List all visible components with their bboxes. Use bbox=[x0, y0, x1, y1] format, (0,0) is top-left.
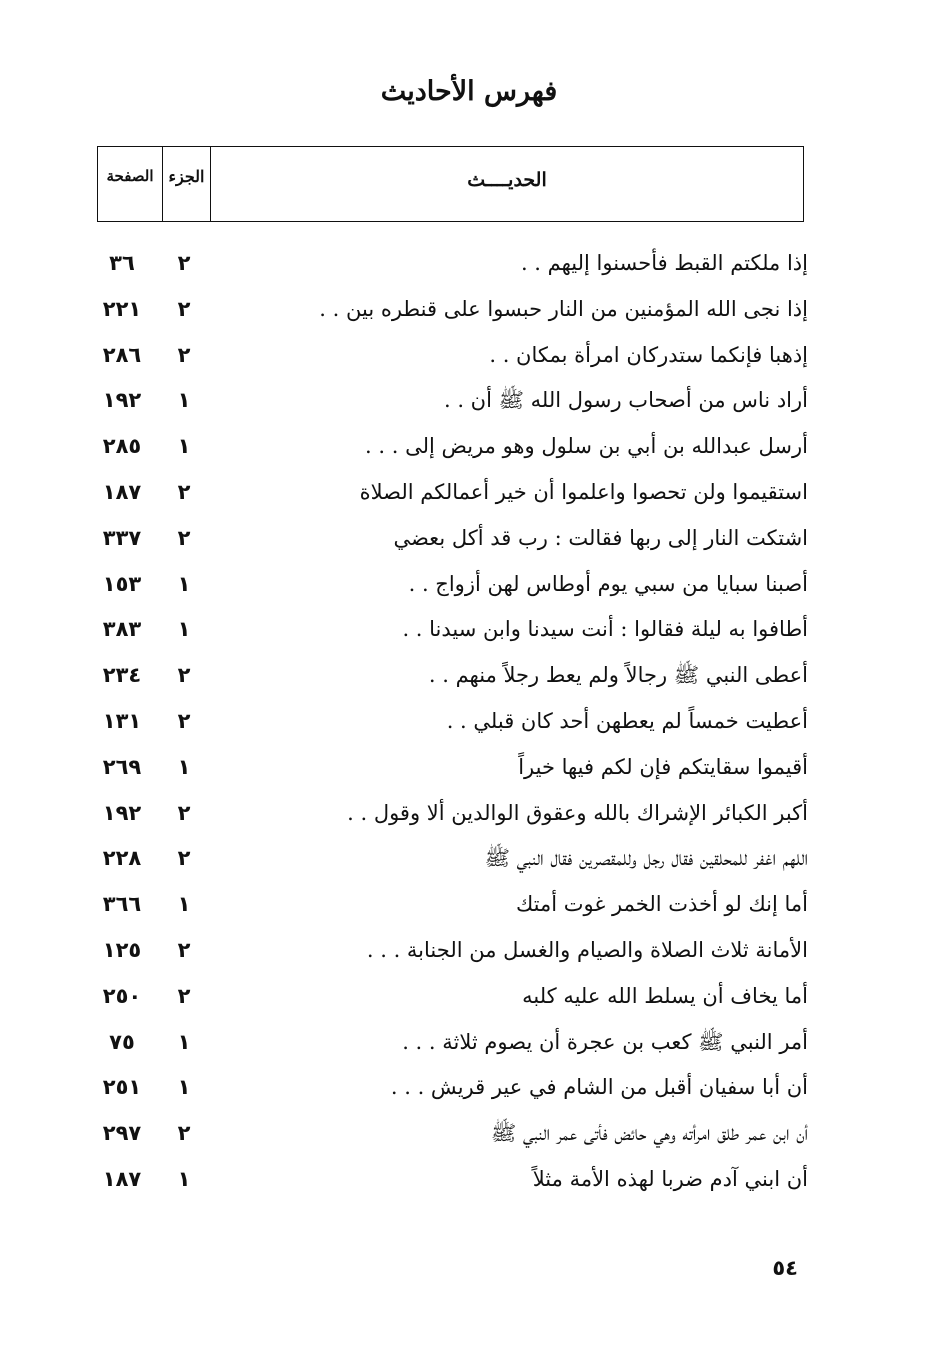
page-ref: ٢٣٤ bbox=[102, 663, 142, 688]
table-row bbox=[90, 241, 808, 287]
hadith-text: أراد ناس من أصحاب رسول الله ﷺ أن . . bbox=[443, 388, 808, 413]
table-row bbox=[90, 1157, 808, 1203]
table-row bbox=[90, 836, 808, 882]
hadith-text: أقيموا سقايتكم فإن لكم فيها خيراً bbox=[518, 754, 808, 779]
page-ref: ٧٥ bbox=[109, 1029, 135, 1054]
table-row bbox=[90, 882, 808, 928]
hadith-text: أن أبا سفيان أقبل من الشام في عير قريش . . . bbox=[390, 1075, 808, 1100]
part-number: ١ bbox=[177, 754, 191, 779]
hadith-text: إذا نجى الله المؤمنين من النار حبسوا على قنطره بين . . bbox=[319, 296, 808, 321]
page-ref: ٣٨٣ bbox=[102, 617, 142, 642]
table-row bbox=[90, 1020, 808, 1066]
part-number: ٢ bbox=[177, 1121, 191, 1146]
part-number: ١ bbox=[177, 617, 191, 642]
page-ref: ٢٩٧ bbox=[102, 1121, 142, 1146]
part-number: ٢ bbox=[177, 479, 191, 504]
hadith-text: أن ابن عمر طلق امرأته وهي حائض فأتى عمر النبي ﷺ bbox=[490, 1121, 808, 1146]
header-part: الجزء bbox=[162, 147, 210, 221]
table-row bbox=[90, 1111, 808, 1157]
page-ref: ٢٦٩ bbox=[102, 754, 142, 779]
hadith-text: اشتكت النار إلى ربها فقالت : رب قد أكل بعضي bbox=[393, 525, 808, 550]
header-hadith: الحديــــث bbox=[210, 147, 803, 221]
part-number: ١ bbox=[177, 388, 191, 413]
hadith-text: أمر النبي ﷺ كعب بن عجرة أن يصوم ثلاثة . . . bbox=[402, 1029, 808, 1054]
page-ref: ٣٦٦ bbox=[102, 892, 142, 917]
page-ref: ١٩٢ bbox=[102, 388, 142, 413]
page-ref: ١٨٧ bbox=[102, 1166, 142, 1191]
part-number: ٢ bbox=[177, 525, 191, 550]
page-number: ٥٤ bbox=[772, 1256, 798, 1280]
hadith-text: إذا ملكتم القبط فأحسنوا إليهم . . bbox=[520, 251, 808, 275]
hadith-text: أما إنك لو أخذت الخمر غوت أمتك bbox=[515, 892, 808, 917]
page-ref: ٣٣٧ bbox=[102, 525, 142, 550]
table-row bbox=[90, 928, 808, 974]
table-row bbox=[90, 333, 808, 379]
page-ref: ٢٢٨ bbox=[102, 846, 142, 871]
hadith-text: أرسل عبدالله بن أبي بن سلول وهو مريض إلى . . . bbox=[365, 434, 808, 459]
hadith-text: الأمانة ثلاث الصلاة والصيام والغسل من الجنابة . . . bbox=[366, 937, 808, 962]
part-number: ٢ bbox=[177, 846, 191, 871]
part-number: ١ bbox=[177, 434, 191, 459]
hadith-text: أما يخاف أن يسلط الله عليه كلبه bbox=[522, 983, 808, 1008]
page-ref: ٣٦ bbox=[109, 251, 135, 275]
page-ref: ٢٨٦ bbox=[102, 342, 142, 367]
table-row bbox=[90, 562, 808, 608]
part-number: ١ bbox=[177, 1166, 191, 1191]
header-page: الصفحة bbox=[106, 167, 154, 185]
page-ref: ١٣١ bbox=[102, 708, 142, 733]
part-number: ٢ bbox=[177, 708, 191, 733]
table-row bbox=[90, 1065, 808, 1111]
part-number: ٢ bbox=[177, 296, 191, 321]
table-row bbox=[90, 516, 808, 562]
part-number: ٢ bbox=[177, 342, 191, 367]
hadith-text: أكبر الكبائر الإشراك بالله وعقوق الوالدين ألا وقول . . bbox=[347, 800, 808, 825]
table-row bbox=[90, 653, 808, 699]
table-row bbox=[90, 974, 808, 1020]
hadith-text: أن ابني آدم ضربا لهذه الأمة مثلاً bbox=[532, 1166, 808, 1191]
hadith-text: إذهبا فإنكما ستدركان امرأة بمكان . . bbox=[489, 342, 808, 367]
hadith-text: أعطيت خمساً لم يعطهن أحد كان قبلي . . bbox=[446, 708, 808, 733]
part-number: ٢ bbox=[177, 983, 191, 1008]
page-ref: ١٩٢ bbox=[102, 800, 142, 825]
part-number: ٢ bbox=[177, 251, 191, 275]
page-ref: ١٥٣ bbox=[102, 571, 142, 596]
hadith-text: أطافوا به ليلة فقالوا : أنت سيدنا وابن سيدنا . . bbox=[402, 617, 808, 642]
hadith-text: أعطى النبي ﷺ رجالاً ولم يعط رجلاً منهم . . bbox=[428, 663, 808, 688]
hadith-text: استقيموا ولن تحصوا واعلموا أن خير أعمالكم الصلاة bbox=[359, 479, 808, 504]
table-row bbox=[90, 745, 808, 791]
part-number: ١ bbox=[177, 571, 191, 596]
part-number: ١ bbox=[177, 1075, 191, 1100]
table-row bbox=[90, 470, 808, 516]
page-ref: ١٢٥ bbox=[102, 937, 142, 962]
table-row bbox=[90, 699, 808, 745]
hadith-index-list bbox=[90, 241, 808, 1203]
table-row bbox=[90, 791, 808, 837]
table-row bbox=[90, 607, 808, 653]
page-title: فهرس الأحاديث bbox=[380, 76, 558, 107]
hadith-text: اللهم اغفر للمحلقين فقال رجل وللمقصرين فقال النبي ﷺ bbox=[484, 846, 808, 871]
part-number: ١ bbox=[177, 1029, 191, 1054]
table-row bbox=[90, 287, 808, 333]
page-ref: ٢٢١ bbox=[102, 296, 142, 321]
table-row bbox=[90, 424, 808, 470]
table-row bbox=[90, 378, 808, 424]
hadith-text: أصبنا سبايا من سبي يوم أوطاس لهن أزواج . . bbox=[408, 571, 808, 596]
page-ref: ٢٥١ bbox=[102, 1075, 142, 1100]
part-number: ١ bbox=[177, 892, 191, 917]
part-number: ٢ bbox=[177, 800, 191, 825]
part-number: ٢ bbox=[177, 663, 191, 688]
index-table-header bbox=[97, 146, 804, 222]
page-ref: ٢٥٠ bbox=[102, 983, 142, 1008]
page-ref: ١٨٧ bbox=[102, 479, 142, 504]
page-ref: ٢٨٥ bbox=[102, 434, 142, 459]
part-number: ٢ bbox=[177, 937, 191, 962]
